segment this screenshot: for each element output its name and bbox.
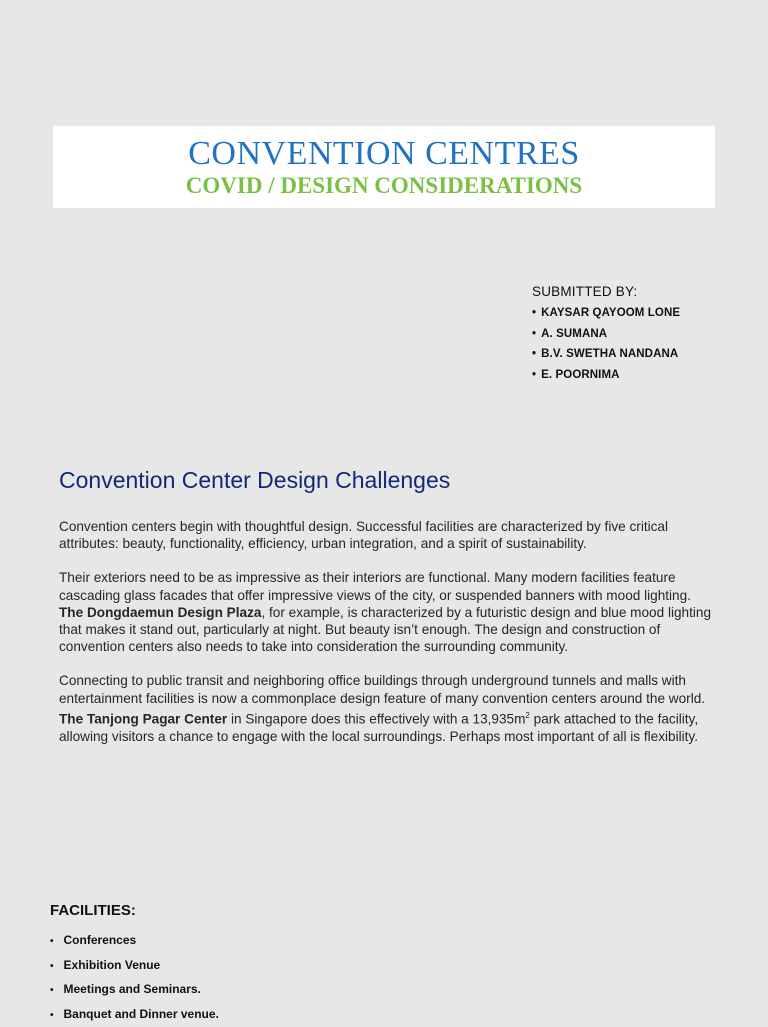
author-list: [532, 303, 680, 385]
submitted-by-label: SUBMITTED BY:: [532, 284, 638, 299]
facility-item: • Banquet and Dinner venue.: [50, 1003, 219, 1027]
author-item: • KAYSAR QAYOOM LONE: [532, 303, 680, 324]
body-text: [59, 518, 715, 762]
tanjong-pagar-center: The Tanjong Pagar Center: [59, 711, 228, 727]
title-banner: [53, 126, 715, 208]
facilities-heading: FACILITIES:: [50, 902, 136, 919]
paragraph-3-text: park attached to the facility, allowing visitors a chance to engage with the local surroundings. Perhaps most important of all is flexibility.: [59, 711, 699, 744]
paragraph-2-text: Their exteriors need to be as impressive as their interiors are functional. Many modern facilities feature cascading glass facades that offer impressive views of the city, or suspended banners with mood lighting.: [59, 570, 691, 603]
author-item: • B.V. SWETHA NANDANA: [532, 344, 680, 365]
section-heading: Convention Center Design Challenges: [59, 467, 451, 493]
document-subtitle: COVID / DESIGN CONSIDERATIONS: [185, 173, 583, 198]
paragraph-3-text: Connecting to public transit and neighboring office buildings through underground tunnels and malls with entertainment facilities is now a commonplace design feature of many convention centers around the world.: [59, 673, 706, 706]
superscript-2: 2: [525, 710, 530, 720]
document-title: CONVENTION CENTRES: [188, 135, 580, 172]
dongdaemun-design-plaza: The Dongdaemun Design Plaza: [59, 604, 262, 620]
facility-item: • Conferences: [50, 929, 219, 954]
paragraph-3: [59, 672, 715, 744]
paragraph-3-text: in Singapore does this effectively with a 13,935m: [227, 711, 526, 727]
paragraph-2-text: , for example, is characterized by a futuristic design and blue mood lighting that makes it stand out, particularly at night. But beauty isn’t enough. The design and construction of convention centers also needs to take into consideration the surrounding community.: [59, 604, 712, 655]
facilities-block: [50, 902, 219, 1027]
facilities-list: [50, 929, 219, 1027]
paragraph-1: Convention centers begin with thoughtful design. Successful facilities are characterized by five critical attributes: beauty, functionality, efficiency, urban integration, and a spirit of sustainability.: [59, 519, 669, 552]
author-item: • E. POORNIMA: [532, 365, 680, 386]
facility-item: • Meetings and Seminars.: [50, 978, 219, 1003]
facility-item: • Exhibition Venue: [50, 954, 219, 979]
author-item: • A. SUMANA: [532, 324, 680, 345]
paragraph-2: [59, 569, 715, 655]
submitted-by-block: [532, 284, 680, 385]
